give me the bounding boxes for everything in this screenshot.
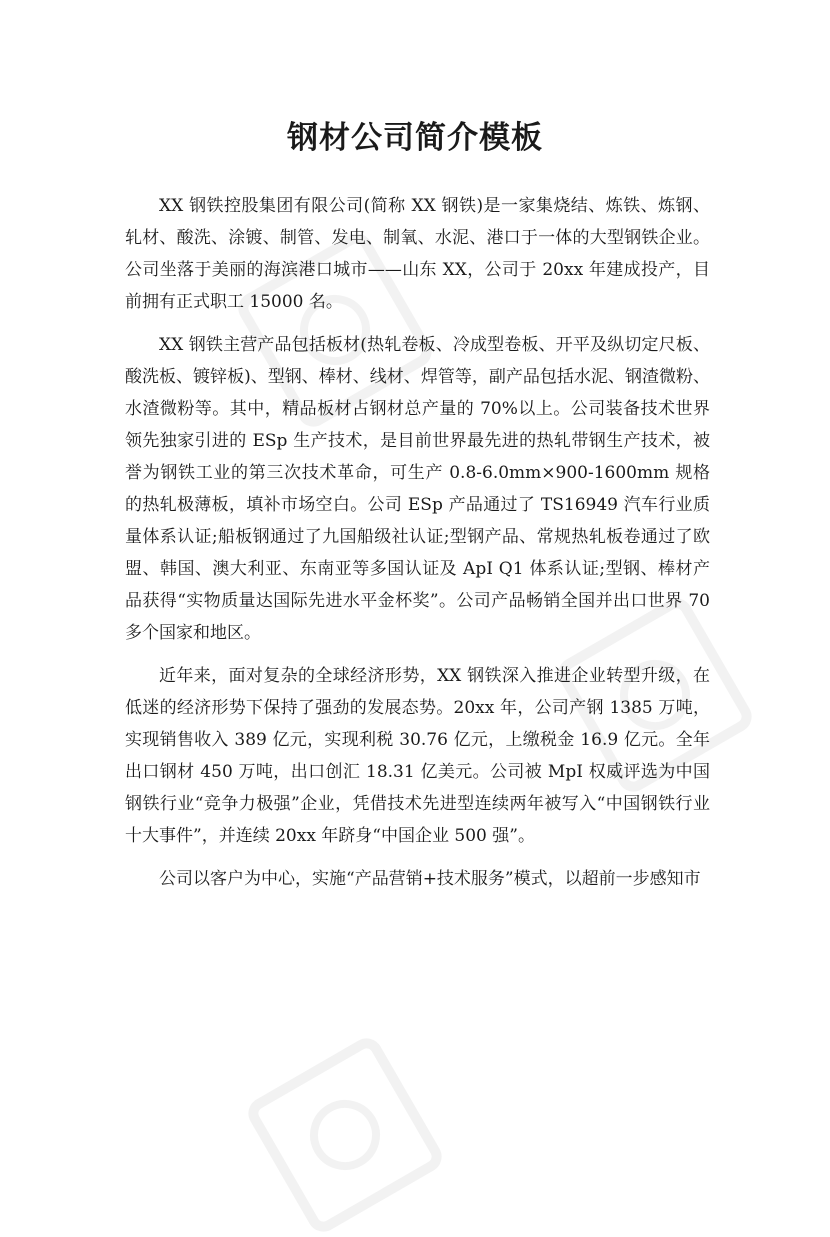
paragraph-customer: 公司以客户为中心，实施“产品营销+技术服务”模式，以超前一步感知市 bbox=[159, 869, 701, 889]
document-title: 钢材公司简介模板 bbox=[287, 120, 543, 156]
paragraph-products: XX 钢铁主营产品包括板材(热轧卷板、冷成型卷板、开平及纵切定尺板、酸洗板、镀锌板)、型钢、棒材、线材、焊管等，副产品包括水泥、钢渣微粉、水渣微粉等。其中，精品板材占钢材总产量的 70%以上。公司装备技术世界领先独家引进的 ESp 生产技术，是目前世界最先进的热轧带钢生产技术，被誉为钢铁工业的第三次技术革命，可生产 0.8-6.0mm×900-1600mm 规格的热轧极薄板，填补市场空白。公司 ESp 产品通过了 TS16949 汽车行业质量体系认证;船板钢通过了九国船级社认证;型钢产品、常规热轧板卷通过了欧盟、韩国、澳大利亚、东南亚等多国认证及 ApI Q1 体系认证;型钢、棒材产品获得“实物质量达国际先进水平金杯奖”。公司产品畅销全国并出口世界 70 多个国家和地区。 bbox=[125, 335, 710, 643]
document-body bbox=[125, 190, 710, 906]
paragraph-performance: 近年来，面对复杂的全球经济形势，XX 钢铁深入推进企业转型升级，在低迷的经济形势下保持了强劲的发展态势。20xx 年，公司产钢 1385 万吨，实现销售收入 389 亿元，实现利税 30.76 亿元，上缴税金 16.9 亿元。全年出口钢材 450 万吨，出口创汇 18.31 亿美元。公司被 MpI 权威评选为中国钢铁行业“竞争力极强”企业，凭借技术先进型连续两年被写入“中国钢铁行业十大事件”，并连续 20xx 年跻身“中国企业 500 强”。 bbox=[125, 666, 710, 846]
paragraph-intro: XX 钢铁控股集团有限公司(简称 XX 钢铁)是一家集烧结、炼铁、炼钢、轧材、酸洗、涂镀、制管、发电、制氧、水泥、港口于一体的大型钢铁企业。公司坐落于美丽的海滨港口城市——山东 XX，公司于 20xx 年建成投产，目前拥有正式职工 15000 名。 bbox=[125, 196, 710, 312]
